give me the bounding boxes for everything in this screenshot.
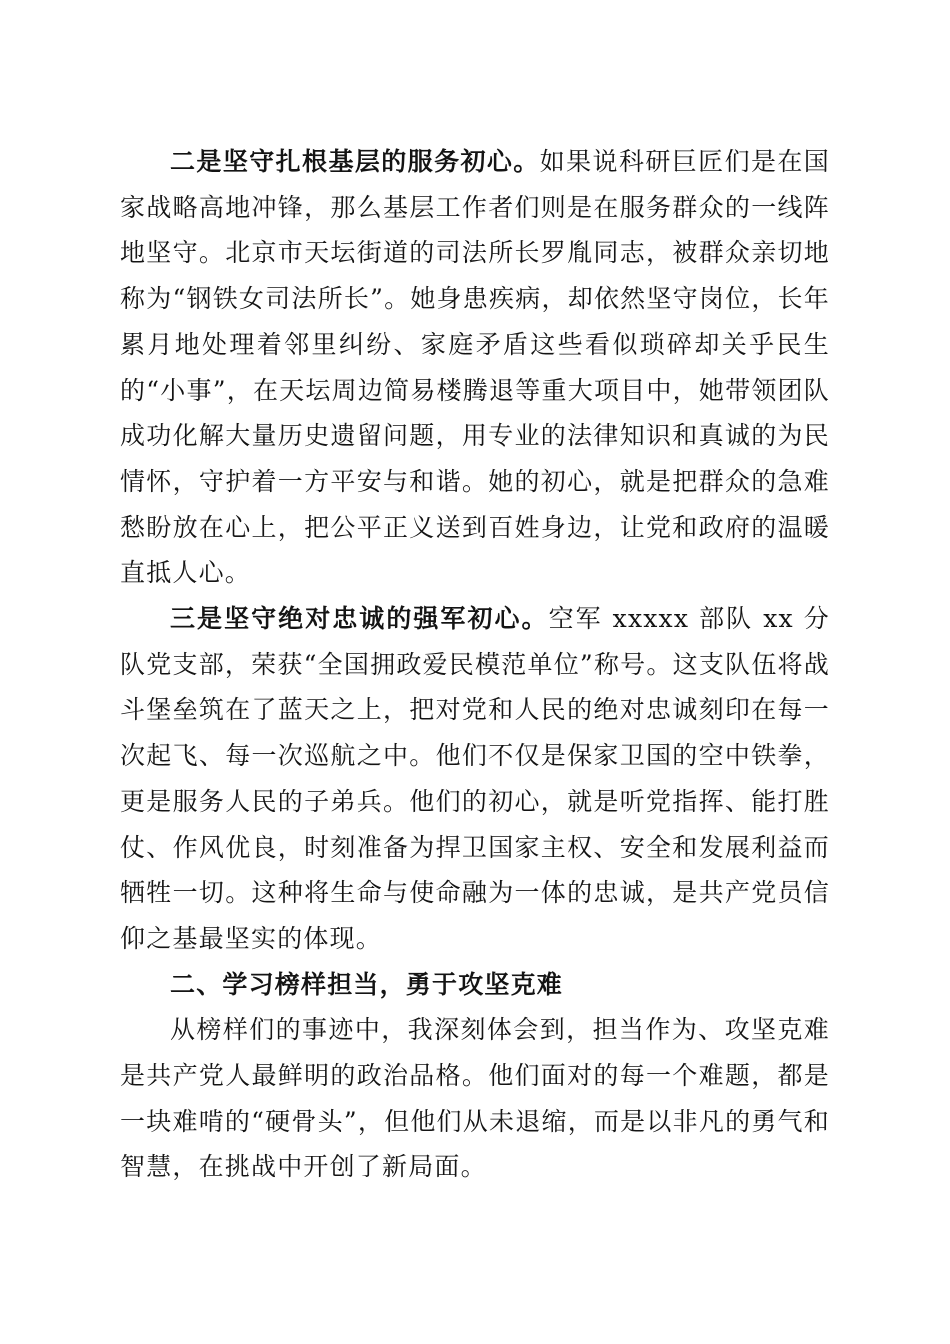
document-body xyxy=(120,139,830,1190)
paragraph-lead: 二是坚守扎根基层的服务初心。 xyxy=(170,147,540,176)
paragraph-lead: 三是坚守绝对忠诚的强军初心。 xyxy=(170,604,549,634)
paragraph-grassroots-service xyxy=(120,139,830,596)
paragraph-text: 空军 xxxxx 部队 xx 分队党支部，荣获“全国拥政爱民模范单位”称号。这支队伍将战斗堡垒筑在了蓝天之上，把对党和人民的绝对忠诚刻印在每一次起飞、每一次巡航之中。他们不仅是保家卫国的空中铁拳，更是服务人民的子弟兵。他们的初心，就是听党指挥、能打胜仗、作风优良，时刻准备为捍卫国家主权、安全和发展利益而牺牲一切。这种将生命与使命融为一体的忠诚，是共产党员信仰之基最坚实的体现。 xyxy=(120,604,830,953)
paragraph-military-loyalty xyxy=(120,596,830,962)
section-heading: 二、学习榜样担当，勇于攻坚克难 xyxy=(170,969,564,999)
paragraph-text: 如果说科研巨匠们是在国家战略高地冲锋，那么基层工作者们则是在服务群众的一线阵地坚守。北京市天坛街道的司法所长罗胤同志，被群众亲切地称为“钢铁女司法所长”。她身患疾病，却依然坚守岗位，长年累月地处理着邻里纠纷、家庭矛盾这些看似琐碎却关乎民生的“小事”，在天坛周边简易楼腾退等重大项目中，她带领团队成功化解大量历史遗留问题，用专业的法律知识和真诚的为民情怀，守护着一方平安与和谐。她的初心，就是把群众的急难愁盼放在心上，把公平正义送到百姓身边，让党和政府的温暖直抵人心。 xyxy=(120,147,830,588)
paragraph-closing: 从榜样们的事迹中，我深刻体会到，担当作为、攻坚克难是共产党人最鲜明的政治品格。他们面对的每一个难题，都是一块难啃的“硬骨头”，但他们从未退缩，而是以非凡的勇气和智慧，在挑战中开创了新局面。 xyxy=(120,1015,830,1182)
